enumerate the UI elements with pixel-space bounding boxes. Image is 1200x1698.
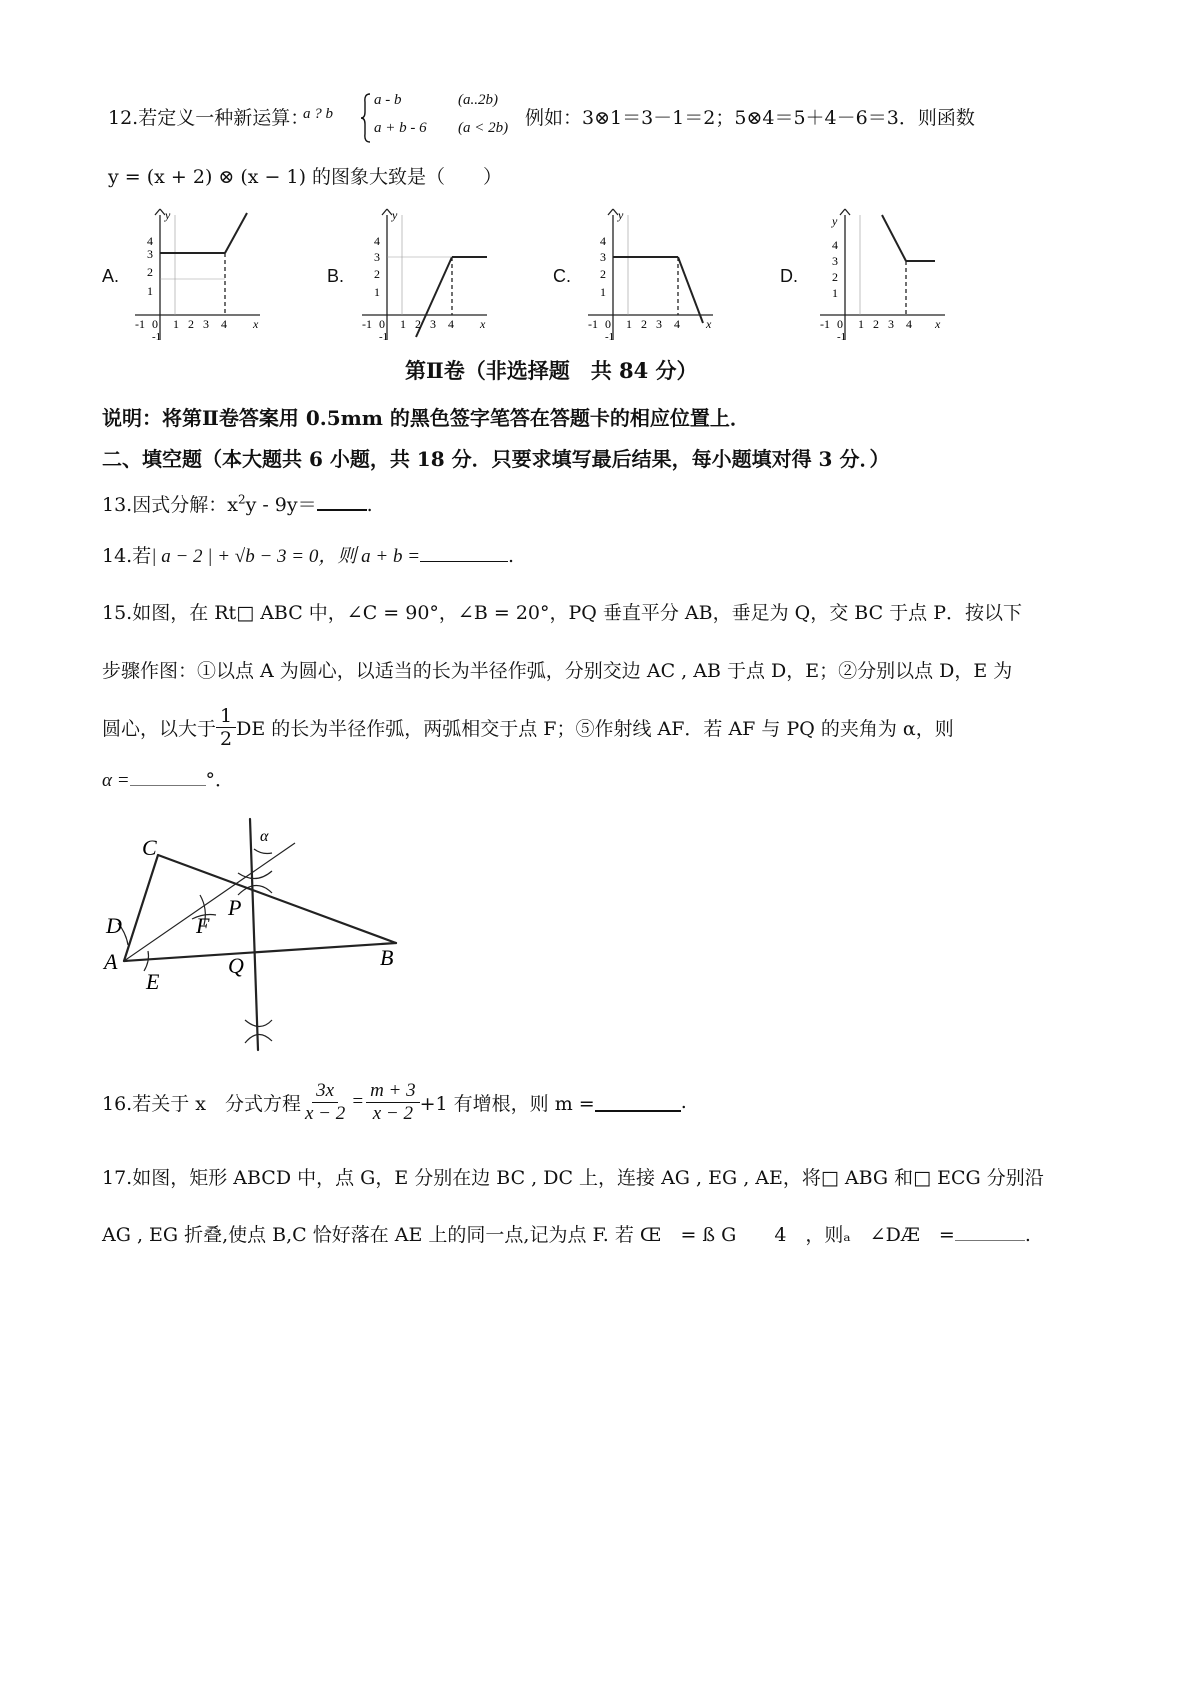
q16-fraction-left: $\frac{3x}{x - 2}$ (304, 1079, 346, 1124)
x-tick: 1 (400, 317, 406, 331)
q12-example: 例如：3⊗1＝3－1＝2；5⊗4＝5＋4－6＝3．则函数 (525, 107, 975, 129)
y-axis-label: y (618, 208, 624, 222)
line-pq (250, 819, 258, 1050)
option-c-graph (578, 205, 723, 345)
y-tick: 3 (374, 250, 380, 264)
y-tick: 4 (147, 234, 153, 248)
x-tick: 3 (656, 317, 662, 331)
half-fraction: $\frac{1}{2}$ (216, 705, 236, 750)
q15-line2: 步骤作图：①以点 A 为圆心，以适当的长为半径作弧，分别交边 AC , AB 于点 D，E；②分别以点 D，E 为 (102, 660, 1013, 682)
x-tick: 4 (448, 317, 454, 331)
segment-cb (158, 855, 396, 943)
angle-alpha-arc (254, 849, 272, 854)
y-tick: 1 (374, 285, 380, 299)
option-c-label: C. (553, 266, 571, 286)
x-tick: 4 (221, 317, 227, 331)
x-tick: 2 (188, 317, 194, 331)
y-tick: 4 (374, 234, 380, 248)
x-axis-label: x (935, 317, 941, 331)
y-tick: 1 (600, 285, 606, 299)
x-tick: 3 (203, 317, 209, 331)
x-tick: -1 (820, 317, 830, 331)
q13: 13.因式分解：$x^2y - 9y=$ . (102, 492, 373, 516)
x-tick: 1 (173, 317, 179, 331)
option-a-label: A. (102, 266, 120, 286)
q12-case2-expr: a + b - 6 (374, 120, 427, 136)
x-tick: -1 (588, 317, 598, 331)
option-b-label: B. (327, 266, 345, 286)
y-tick: 2 (147, 265, 153, 279)
y-neg-tick: -1 (605, 331, 615, 343)
x-tick: 3 (888, 317, 894, 331)
x-tick: 0 (379, 317, 385, 331)
y-tick: 2 (832, 270, 838, 284)
q14: 14.若| a − 2 | + √b − 3 = 0，则 a + b = . (102, 545, 515, 567)
q15-triangle-figure (100, 815, 430, 1055)
segment-ca (124, 855, 158, 961)
label-a: A (104, 949, 118, 974)
ray-af (124, 843, 295, 961)
x-tick: 2 (641, 317, 647, 331)
y-neg-tick: -1 (837, 331, 847, 343)
q16: 16.若关于 x 分式方程 $\frac{3x}{x - 2}$ = $\frac{m + 3}{x - 2}$ +1 有增根，则 m = . (102, 1079, 687, 1124)
option-b-graph (352, 205, 497, 345)
y-tick: 2 (600, 267, 606, 281)
label-alpha: α (260, 828, 269, 845)
y-tick: 3 (600, 250, 606, 264)
y-axis-label: y (392, 208, 398, 222)
x-tick: 0 (837, 317, 843, 331)
y-tick: 1 (832, 286, 838, 300)
q16-blank[interactable] (595, 1092, 681, 1112)
x-tick: 0 (605, 317, 611, 331)
option-a-graph (125, 205, 270, 345)
y-axis-label: y (165, 208, 171, 222)
q12-case1-expr: a - b (374, 92, 402, 108)
part2-title: 二、填空题（本大题共 6 小题，共 18 分．只要求填写最后结果，每小题填对得 3 分．） (102, 447, 890, 471)
q15-line4: α = °． (102, 769, 235, 791)
y-tick: 3 (832, 254, 838, 268)
y-tick: 4 (832, 238, 838, 252)
arc-q1 (245, 1020, 272, 1027)
q17-line2: AG , EG 折叠,使点 B,C 恰好落在 AE 上的同一点,记为点 F. 若 Œ = ß G 4 ，则ₐ ∠DÆ = . (102, 1224, 1031, 1246)
label-q: Q (228, 953, 244, 978)
option-d-label: D. (780, 266, 798, 286)
q12-intro: 12.若定义一种新运算： (108, 107, 310, 129)
x-tick: 3 (430, 317, 436, 331)
x-axis-label: x (706, 317, 712, 331)
section2-title: 第Ⅱ卷（非选择题 共 84 分） (405, 358, 698, 383)
x-tick: 0 (152, 317, 158, 331)
x-tick: 1 (858, 317, 864, 331)
q17-line1: 17.如图，矩形 ABCD 中，点 G，E 分别在边 BC , DC 上，连接 AG , EG , AE，将□ ABG 和□ ECG 分别沿 (102, 1167, 1044, 1189)
option-d-graph (810, 205, 955, 345)
x-tick: 4 (906, 317, 912, 331)
q15-blank[interactable] (130, 767, 206, 786)
label-c: C (142, 835, 157, 860)
y-tick: 1 (147, 284, 153, 298)
x-tick: 1 (626, 317, 632, 331)
arc-e (144, 951, 149, 971)
x-tick: 2 (873, 317, 879, 331)
x-tick: 2 (415, 317, 421, 331)
label-b: B (380, 945, 394, 970)
q12-case1-cond: (a..2b) (458, 92, 498, 108)
x-axis-label: x (253, 317, 259, 331)
y-axis-label: y (832, 214, 838, 228)
y-neg-tick: -1 (379, 331, 389, 343)
segment-ab (124, 943, 396, 961)
section2-note: 说明：将第Ⅱ卷答案用 0.5mm 的黑色签字笔答在答题卡的相应位置上． (102, 406, 750, 430)
q12-op-symbol: a ? b (303, 106, 333, 122)
label-f: F (196, 913, 210, 938)
x-tick: -1 (135, 317, 145, 331)
y-tick: 3 (147, 247, 153, 261)
arc-p1 (238, 871, 272, 879)
q12-function-line: y = (x + 2) ⊗ (x − 1) 的图象大致是（ ） (108, 166, 503, 188)
y-neg-tick: -1 (152, 331, 162, 343)
label-p: P (228, 895, 242, 920)
y-tick: 2 (374, 267, 380, 281)
x-tick: 4 (674, 317, 680, 331)
label-d: D (106, 913, 122, 938)
y-tick: 4 (600, 234, 606, 248)
x-tick: -1 (362, 317, 372, 331)
q17-blank[interactable] (955, 1222, 1025, 1241)
q15-line1: 15.如图，在 Rt□ ABC 中，∠C = 90°，∠B = 20°，PQ 垂直平分 AB，垂足为 Q，交 BC 于点 P．按以下 (102, 602, 1022, 624)
q12-case2-cond: (a < 2b) (458, 120, 509, 136)
label-e: E (146, 969, 160, 994)
q14-blank[interactable] (420, 543, 508, 562)
q16-fraction-right: $\frac{m + 3}{x - 2}$ (366, 1080, 420, 1125)
q15-line3: 圆心，以大于 $\frac{1}{2}$ DE 的长为半径作弧，两弧相交于点 F；⑤作射线 AF．若 AF 与 PQ 的夹角为 α，则 (102, 704, 954, 750)
q13-blank[interactable] (317, 491, 367, 511)
x-axis-label: x (480, 317, 486, 331)
q12-brace (360, 92, 374, 148)
